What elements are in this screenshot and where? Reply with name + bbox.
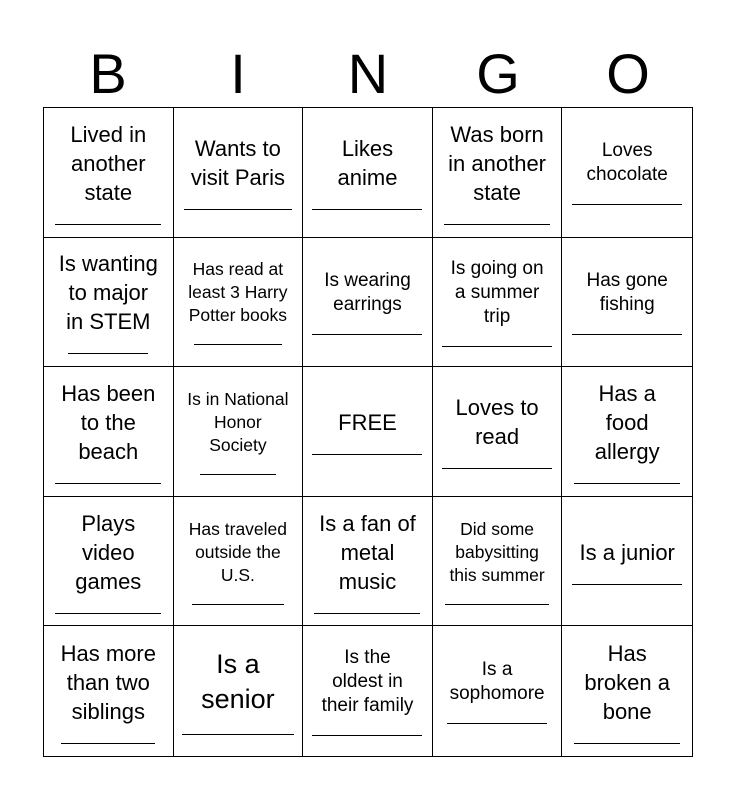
bingo-cell-text: Has traveled outside the U.S. [188,518,288,585]
signature-line [312,208,422,210]
bingo-cell [562,497,692,627]
signature-line [182,733,294,735]
signature-line [572,203,682,205]
signature-line [68,352,148,354]
bingo-cell-text: Is a junior [579,539,675,565]
bingo-card-grid [43,107,693,757]
bingo-cell-text: Has read at least 3 Harry Potter books [188,259,288,326]
signature-line [312,734,422,736]
signature-line [55,223,161,225]
bingo-cell [303,367,433,497]
bingo-cell-text: Is the oldest in their family [321,647,414,717]
bingo-cell [174,497,304,627]
bingo-cell-text: Is a senior [201,649,275,715]
bingo-cell-text: Was born in another state [448,121,547,205]
bingo-cell-text: Lived in another state [70,121,147,205]
bingo-cell [44,238,174,368]
signature-line [447,722,547,724]
bingo-cell [433,238,563,368]
signature-line [445,603,549,605]
bingo-cell [562,238,692,368]
bingo-cell [44,108,174,238]
bingo-cell-text: FREE [338,409,397,435]
signature-line [200,473,276,475]
bingo-cell-text: Loves chocolate [586,140,668,186]
header-letter-i: I [230,42,246,105]
signature-line [192,603,284,605]
signature-line [574,482,680,484]
bingo-cell [433,497,563,627]
bingo-cell-text: Has gone fishing [586,269,668,315]
bingo-cell [562,367,692,497]
header-letter-g: G [476,42,520,105]
bingo-cell [174,238,304,368]
bingo-cell-text: Did some babysitting this summer [449,518,545,585]
bingo-cell [433,367,563,497]
bingo-cell [303,497,433,627]
signature-line [572,583,682,585]
bingo-cell-text: Has broken a bone [584,640,670,724]
bingo-cell-text: Likes anime [337,136,398,191]
bingo-cell [44,367,174,497]
signature-line [572,333,682,335]
bingo-cell [303,626,433,756]
bingo-cell [174,626,304,756]
bingo-cell [44,626,174,756]
bingo-cell [44,497,174,627]
signature-line [312,453,422,455]
bingo-cell-text: Has more than two siblings [60,640,156,724]
signature-line [55,482,161,484]
bingo-header [43,40,693,108]
bingo-cell-text: Is wearing earrings [324,269,411,315]
bingo-cell-text: Is a sophomore [449,659,545,705]
bingo-cell [433,626,563,756]
header-letter-b: B [89,42,127,105]
bingo-cell-text: Is wanting to major in STEM [58,251,158,335]
bingo-cell [303,238,433,368]
signature-line [442,345,552,347]
signature-line [444,223,550,225]
bingo-cell-text: Loves to read [455,395,539,450]
signature-line [61,742,155,744]
signature-line [55,612,161,614]
signature-line [314,612,420,614]
signature-line [184,208,292,210]
signature-line [442,467,552,469]
header-letter-o: O [606,42,650,105]
bingo-cell [562,626,692,756]
header-letter-n: N [347,42,389,105]
bingo-cell-text: Has been to the beach [61,380,156,464]
bingo-cell-text: Wants to visit Paris [190,136,285,191]
signature-line [574,742,680,744]
signature-line [194,343,282,345]
bingo-cell [174,367,304,497]
bingo-cell-text: Is a fan of metal music [319,510,416,594]
bingo-cell [433,108,563,238]
bingo-cell-text: Is in National Honor Society [187,388,289,455]
bingo-cell [562,108,692,238]
bingo-cell [174,108,304,238]
bingo-cell-text: Has a food allergy [594,380,660,464]
bingo-cell-text: Plays video games [75,510,142,594]
bingo-cell-text: Is going on a summer trip [450,257,544,327]
bingo-cell [303,108,433,238]
signature-line [312,333,422,335]
